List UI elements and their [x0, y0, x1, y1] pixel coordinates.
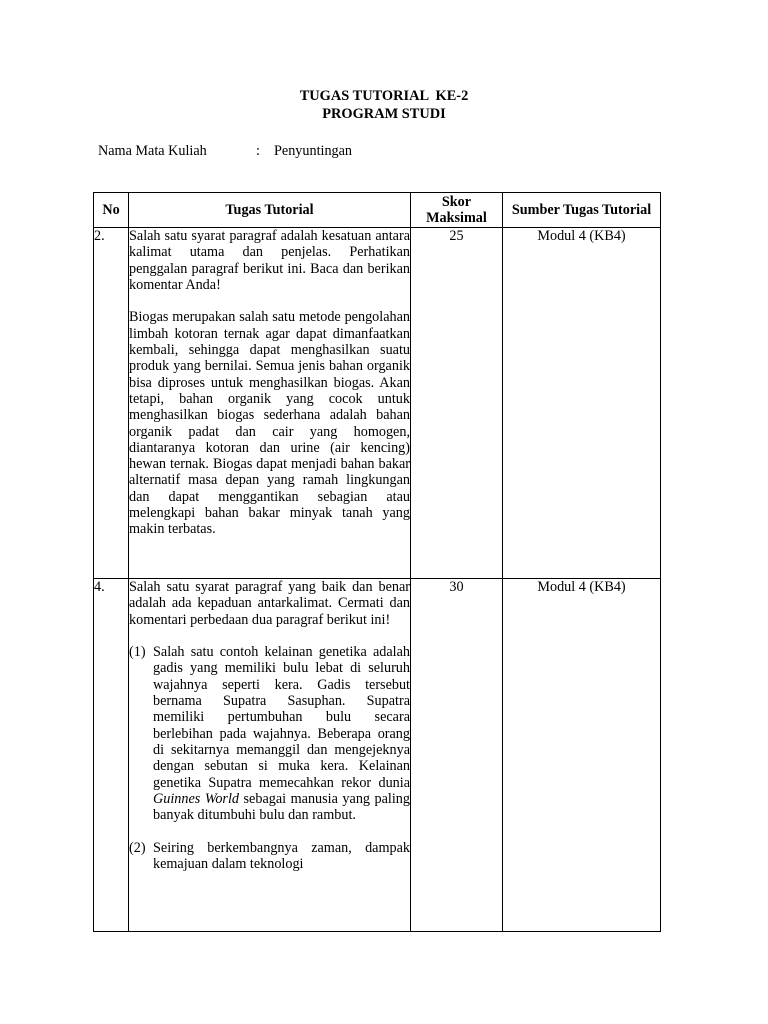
table-row [94, 579, 661, 932]
item-text [153, 644, 410, 823]
header-score: Skor Maksimal [411, 193, 503, 228]
table-row [94, 228, 661, 579]
item-text-end: sebagai manusia yang paling banyak ditumbuhi bulu dan rambut. [153, 790, 410, 824]
paragraph-item [129, 644, 410, 823]
item-number: (1) [129, 644, 146, 661]
table-header-row [94, 193, 661, 228]
header-source: Sumber Tugas Tutorial [503, 193, 661, 228]
task-instruction: Salah satu syarat paragraf yang baik dan benar adalah ada kepaduan antarkalimat. Cermati dan komentari perbedaan dua paragraf berikut ini! [129, 579, 410, 628]
max-score: 25 [411, 228, 503, 579]
item-text [153, 840, 410, 873]
program-title: PROGRAM STUDI [322, 106, 446, 122]
item-text-start: Seiring berkembangnya zaman, dampak kemajuan dalam teknologi [153, 839, 410, 873]
paragraph-item [129, 840, 410, 873]
course-name-colon: : [256, 143, 260, 159]
row-number: 4. [94, 579, 129, 932]
assignment-title: TUGAS TUTORIAL KE-2 [299, 88, 469, 104]
item-text-start: Salah satu contoh kelainan genetika adalah gadis yang memiliki bulu lebat di seluruh wajahnya seperti kera. Gadis tersebut bernama Supatra Sasuphan. Supatra memiliki pertumbuhan bulu secara berlebihan pada wajahnya. Beberapa orang di sekitarnya memanggil dan mengejeknya dengan sebutan si muka kera. Kelainan genetika Supatra memecahkan rekor dunia [153, 644, 410, 791]
course-name-value: Penyuntingan [274, 143, 353, 159]
item-number: (2) [129, 839, 146, 856]
task-source: Modul 4 (KB4) [503, 579, 661, 932]
task-cell [129, 228, 411, 579]
tutorial-task-table [93, 192, 661, 932]
task-instruction: Salah satu syarat paragraf adalah kesatuan antara kalimat utama dan penjelas. Perhatikan penggalan paragraf berikut ini. Baca dan berikan komentar Anda! [129, 228, 410, 293]
header-task: Tugas Tutorial [129, 193, 411, 228]
max-score: 30 [411, 579, 503, 932]
task-passage: Biogas merupakan salah satu metode pengolahan limbah kotoran ternak agar dapat dimanfaatkan kembali, sehingga dapat menghasilkan suatu produk yang bernilai. Semua jenis bahan organik bisa diproses untuk menghasilkan biogas. Akan tetapi, bahan organik yang cocok untuk menghasilkan biogas sederhana adalah bahan organik padat dan cair yang homogen, diantaranya kotoran dan urine (air kencing) hewan ternak. Biogas dapat menjadi bahan bakar alternatif masa depan yang ramah lingkungan dan dapat menggantikan sebagian atau melengkapi bahan bakar minyak tanah yang makin terbatas. [129, 309, 410, 538]
task-source: Modul 4 (KB4) [503, 228, 661, 579]
header-no: No [94, 193, 129, 228]
item-emphasis: Guinnes World [153, 790, 239, 807]
row-number: 2. [94, 228, 129, 579]
task-cell [129, 579, 411, 932]
course-name-label: Nama Mata Kuliah [98, 143, 207, 159]
